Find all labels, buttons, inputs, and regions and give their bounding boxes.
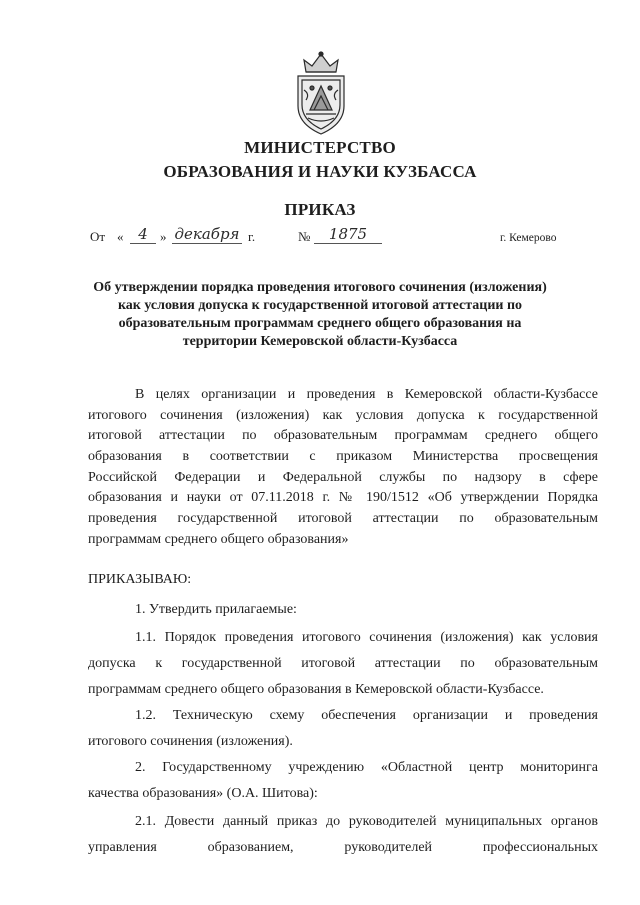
item-2-line: 2. Государственному учреждению «Областной центр мониторинга (135, 760, 598, 775)
city: г. Кемерово (500, 232, 557, 244)
item-1-line: 1. Утвердить прилагаемые: (135, 602, 297, 617)
date-prefix: От (90, 229, 106, 244)
quote-open: « (117, 229, 124, 244)
preamble-line: проведения государственной итоговой аттестации по образовательным (88, 511, 598, 526)
order-number-handwritten: 1875 (314, 225, 382, 244)
item-1-2-line: 1.2. Техническую схему обеспечения организации и проведения (135, 708, 598, 723)
coat-of-arms-icon (290, 50, 352, 136)
doc-type: ПРИКАЗ (284, 200, 356, 219)
item-1-2-line: итогового сочинения (изложения). (88, 734, 293, 749)
number-label: № (298, 229, 311, 244)
preamble-line: программам среднего общего образования» (88, 532, 349, 547)
item-2-1-line: 2.1. Довести данный приказ до руководителей муниципальных органов (135, 814, 598, 829)
title-line: как условия допуска к государственной итоговой аттестации по (117, 298, 523, 313)
order-word: ПРИКАЗЫВАЮ: (88, 572, 192, 587)
item-2-line: качества образования» (О.А. Шитова): (88, 786, 318, 801)
preamble-line: В целях организации и проведения в Кемеровской области-Кузбассе (135, 387, 598, 402)
day-handwritten: 4 (130, 225, 156, 244)
month-handwritten: декабря (172, 225, 242, 244)
ministry-line-1: МИНИСТЕРСТВО (244, 138, 396, 157)
preamble-line: образования в соответствии с приказом Министерства просвещения (88, 449, 598, 464)
item-1-1-line: допуска к государственной итоговой аттестации по образовательным (88, 656, 598, 671)
preamble-line: образования и науки от 07.11.2018 г. № 190/1512 «Об утверждении Порядка (88, 490, 598, 505)
item-1-1-line: программам среднего общего образования в Кемеровской области-Кузбассе. (88, 682, 544, 697)
preamble-line: итогового сочинения (изложения) как условия допуска к государственной (88, 408, 598, 423)
item-1-1-line: 1.1. Порядок проведения итогового сочинения (изложения) как условия (135, 630, 598, 645)
item-2-1-line: управления образованием, руководителей профессиональных (88, 840, 598, 855)
preamble-line: Российской Федерации и Федеральной службы по надзору в сфере (88, 470, 598, 485)
quote-close: » (160, 229, 167, 244)
title-line: Об утверждении порядка проведения итогового сочинения (изложения) (93, 280, 547, 295)
preamble-line: итоговой аттестации по образовательным программам среднего общего (88, 428, 598, 443)
year-suffix: г. (248, 229, 256, 244)
ministry-line-2: ОБРАЗОВАНИЯ И НАУКИ КУЗБАССА (163, 162, 477, 181)
title-line: территории Кемеровской области-Кузбасса (182, 334, 458, 349)
title-line: образовательным программам среднего общего образования на (118, 316, 522, 331)
